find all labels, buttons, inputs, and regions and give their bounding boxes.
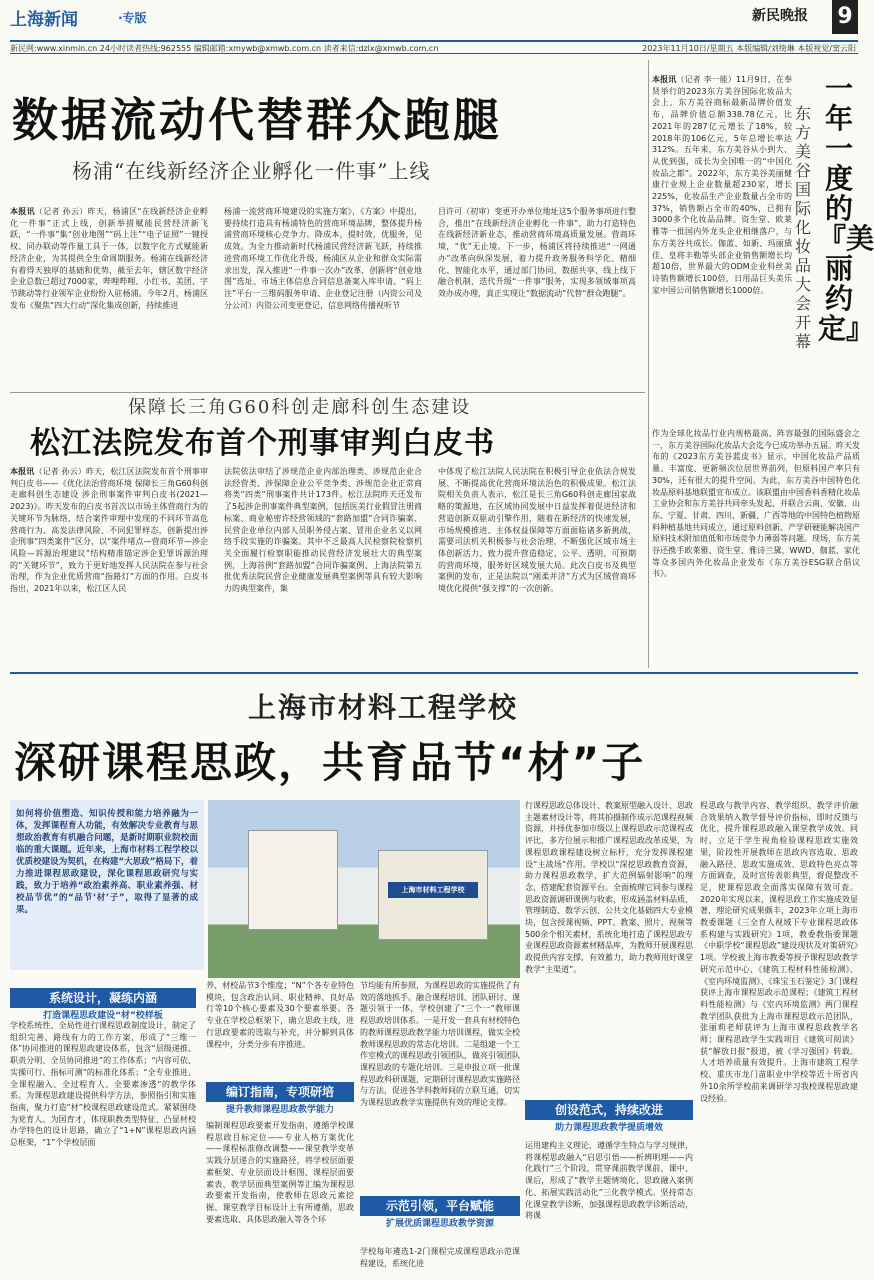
article2-col2: 法院依法审结了涉规范企业内部治理类、涉规范企业合法经营类、涉保障企业公平竞争类、涉规范企业正常商将类“四类”刑事案件共计173件。松江法院昨天还发布了5起涉企刑事案件典型案例，包括医美行业假冒注册商标案、商业秘密许经营领域的“套路加盟”合同诈骗案、民营企业单位内部人员职务侵占案、冒用企业名义以网络手段实施的诈骗案。其中不乏最高人民检察院检察机关全面履行检察职能推动民营经济发展壮大的典型案例，上海首例“套路加盟”合同诈骗案例、上海法院第五批优秀法院民营企业健康发展典型案例等具有较大影响力的典型案件，集 <box>224 467 422 594</box>
section2-title: 编订指南，专项研培 <box>206 1082 354 1102</box>
date-editor-info: 2023年11月10日/星期五 本版编辑/刘绮琳 本版视觉/窦云阳 <box>642 44 856 53</box>
sidebar-lead: 本报讯 <box>652 75 677 84</box>
section3-title: 示范引领，平台赋能 <box>360 1196 520 1216</box>
article3-headline: 深研课程思政，共育品节“材”子 <box>14 738 646 787</box>
article2-kicker: 保障长三角G60科创走廊科创生态建设 <box>128 397 472 418</box>
article2-headline: 松江法院发布首个刑事审判白皮书 <box>30 426 495 461</box>
column-divider <box>648 60 649 668</box>
school-sign-text: 上海市材料工程学校 <box>401 886 465 894</box>
sidebar-subhead: 东方美谷国际化妆品大会开幕 <box>794 104 811 351</box>
section-divider <box>10 672 858 674</box>
section4-header <box>525 1100 693 1133</box>
school-photo <box>208 800 520 978</box>
page-number: 9 <box>832 0 858 34</box>
section1-subtitle: 打造课程思政建设“材”校样板 <box>43 1011 163 1021</box>
article1-col3: 目许可（初审）变更开办单位地址这5个服务事项进行整合，推出“在线新经济企业孵化一件事”，助力打造特色在线新经济新业态，推动营商环境高质量发展。营商环境，“优”无止境。下一步，杨浦区将持续推进“一网通办”改革向纵深发展，着力提升政务服务科学化、精细化、智能化水平，通过部门协同、数据共享、线上线下融合机制，迭代升级“一件事”服务，实现多领域事项高效办成办理，真正实现让“数据流动”代替“群众跑腿”。 <box>438 207 636 298</box>
article1-col1 <box>10 206 208 386</box>
newspaper-name: 新民晚报 <box>752 8 808 24</box>
section2-text-top: 养、材校品节3个维度；“N”个各专业特色模块，包含政治认同、职业精神、良好品行等10个核心要素及30个要素举要。各专业在学校总框架下，确立思政主线，进行思政要素的选取与补充，并分解到具体课程中，分类分步有序推进。 <box>206 981 354 1049</box>
section1-text: 学校系统性、全局性进行课程思政制度设计，制定了组织完善、路线有力的工作方案，形成了“三维一体”协同推进的课程思政建设体系，包含“层级递推、职责分明、全员协同推进”的工作体系；“内容可依、实操可行、指标可测”的标准化体系；“全专业推进、全课程融入、全过程育人、全要素渗透”的教学体系。为课程思政建设提供科学方法，参照指引和实施指南，聚力打造“材”校课程思政建设范式。紧紧围绕为党育人、为国育才，体现职教类型特征、凸显材校办学特色的设计思路，确立了“1+N”课程思政内涵总框架，“1”个学校层面 <box>10 1021 196 1148</box>
section4-title: 创设范式，持续改进 <box>525 1100 693 1120</box>
section5-text: 程思政与教学内容、教学组织、教学评价融合效果纳入教学督导评价指标，即时反馈与优化，提升课程思政融入课堂教学成效。同时，立足于学生视角检验课程思政实施效果，阶段性开展教师在思政内容选取、思政融入路径、思政实施成效、思政特色亮点等方面调查，及时宣传表彰典型，督促整改不足，使课程思政全面落实保障有效可查。2020年实现以来，课程思政工作实施成效显著，理论研究成果颇丰，2023年立项上海市教委课题《三全育人视域下专业课程思政体系构建与实践研究》1项，教委教指委课题《中职学校“课程思政”建设现状及对策研究》1项。学校被上海市教委等授予课程思政教学研究示范中心、《建筑工程材料性能检测》、《室内环境监测》、《珠宝玉石鉴定》3门课程获评上海市课程思政示范课程；《建筑工程材料性能检测》与《室内环境监测》两门课程教学团队获批为上海市课程思政示范团队，张丽莉老师获评为上海市课程思政教学名师；课程思政学生实践项目《建筑可阅读》获“解放日报”报道，被《学习强国》转载。人才培养质量有效提升。上海市建筑工程学校、重庆市龙门苗职业中学校等近十所省内外10余所学校前来调研学习我校课程思政建设经验。 <box>700 801 858 1103</box>
article1-col2: 杨浦一流营商环境建设的实施方案》，《方案》中提出，要持续打造具有杨浦特色的营商环境品牌，整体提升杨浦营商环境核心竞争力。降成本，提时效，优服务，见成效。为全力推动新时代杨浦民营经济新飞跃，持续推进营商环境工作优化升级，杨浦区从企业和群众实际需求出发，深入推进“一件事一次办”改革，创新将“创业地图”选址、市场主体信息合同信息备案入库申请、“码上注”平台一三维码服务申请、企业登记注册（内资公司及分公司）内资公司变更登记，信息网络传播视听节 <box>224 207 422 310</box>
section4-text2: 运用建构主义理论，遵循学生特点与学习规律，将课程思政融入“启思引悟——析辨明理——内化践行”三个阶段，贯穿课前教学课前、课中、课后，形成了“教学主题情境化、思政融入案例化、拓展实践活动化”三化教学模式。坚持常态化课堂教学诊断，加强课程思政教学诊断活动，将课 <box>525 1141 693 1221</box>
info-bar <box>10 40 858 54</box>
article1-text1: （记者 孙云）昨天，杨浦区“在线新经济企业孵化一件事”正式上线，创新举措赋能民营经济新飞跃，“一件事”集“创业地图”“码上注”“电子证照”一键授权、同办联动等作量工具于一体，以数字化方式赋能新经济企业，为其提供全生命周期服务。杨浦在线新经济有着得天独厚的基础和优势，截至去年，辖区数字经济企业总数已超过7000家，哔哩哔哩、小红书、美团、字节跳动等行业领军企业纷纷入驻杨浦。今年2月，杨浦区发布《聚焦“四大行动”深化集成创新，持续推进 <box>10 207 209 310</box>
article3-intro: 如何将价值塑造、知识传授和能力培养融为一体，发挥课程育人功能，有效解决专业教育与思想政治教育有机融合问题，是新时期职业院校面临的重大课题。近年来，上海市材料工程学校以优质校建设为契机，在构建“大思政”格局下，着力推进课程思政建设，深化课程思政研究与实践，致力于培养“政治素养高、职业素养强、材校品节优”的“品节‘材’子”，取得了显著的成果。 <box>10 800 204 970</box>
sidebar-headline: 一年一度的『美丽约定』 <box>818 72 874 345</box>
section2-subtitle: 提升教师课程思政教学能力 <box>225 1105 334 1115</box>
section3-header <box>360 1196 520 1229</box>
article1-lead: 本报讯 <box>10 207 35 216</box>
article2-text1: （记者 孙云）昨天，松江区法院发布首个刑事审判白皮书——《优化法治营商环境 保障长三角G60科创走廊科创生态建设 涉企刑事案件审判白皮书(2021—2023)》。昨天发布的白皮书首次以市场主体营商行为的关键环节为脉络，结合案件审理中发现的不同环节高危营商行为、高发法律风险、不同犯罪样态，创新提出涉企刑事“四类案件”区分，以“案件堵点—营商环节—涉企风险—诉源治理建议”结构精准锚定涉企犯罪诉源治理的“关键环节”，致力于更好地发挥人民法院在参与社会治理，作为企业优质营商“指路灯”方面的作用。白皮书指出，2021年以来，松江区人民 <box>10 467 208 594</box>
section-title: 上海新闻 <box>10 10 78 30</box>
section3-text: 节均能有所参照，为课程思政的实施提供了有效的落地抓手。融合课程培训、团队研讨、课题引领于一体，学校创建了“三个一”教师课程思政培训体系。一是开发一套具有材校特色的教师课程思政教学能力培训课程，做实全校教师课程思政的常态化培训。二是组建一个工作室模式的课程思政引领团队，做亮引领团队课程思政的专题化培训。三是申报立项一批课程思政科研课题，定期研讨课程思政实施路径与方法，促进各学科教师间的立联互通，切实为课程思政教学实施提供有效的理论支撑。 <box>360 981 520 1108</box>
article1-subhead: 杨浦“在线新经济企业孵化一件事”上线 <box>72 159 431 183</box>
article2-lead: 本报讯 <box>10 467 35 476</box>
section1-title: 系统设计，凝练内涵 <box>10 988 196 1008</box>
contact-info: 新民网:www.xinmin.cn 24小时读者热线:962555 编辑邮箱:xmywb@xmwb.com.cn 读者来信:dzlx@xmwb.com.cn <box>10 44 439 53</box>
section2-header <box>206 1082 354 1115</box>
article2-col3: 中体现了松江法院人民法院在积极引导企业依法合规发展、不断提高优化营商环境法治色的积极成果。松江法院相关负责人表示，松江是长三角G60科创走廊国家战略的策源地，在区域协同发展中日益发挥着促进经济和营造创新双驱动引擎作用，随着在新经济的快速发展，市场规模推进、主体权益保障等方面面临诸多新挑战，需要司法机关积极参与社会治理，不断强化区域市场主体创新活力、致力提升营造稳定、公平、透明、可预期的营商环境，服务好区域发展大局。此次白皮书及典型案例的发布，正是法院以“刚柔并济”方式为区域营商环境优化提供“强支撑”的一次创新。 <box>438 467 636 594</box>
building-image <box>248 830 338 930</box>
article3-kicker: 上海市材料工程学校 <box>248 691 519 724</box>
article1-headline: 数据流动代替群众跑腿 <box>12 93 502 147</box>
school-sign <box>388 882 478 898</box>
section4-text: 行课程思政总体设计、教案原型融入设计、思政主题素材设计等，将其拍摄制作成示范课程视频资源，并择优参加市级以上课程思政示范课程或评比，多方位展示和推广课程思政改革成果，为课程思政课程建设树立标杆，充分发挥课程建设“主战场”作用。学校以“深挖思政教育资源，助力课程思政教学，扩大范例辐射影响”的理念，搭建配套资源平台。全面梳理它同参与课程思政资源调研课例与收索，形成涵盖材料品质、管理制造、数学云创、公共文化基础四大专业模块，包含授课视频、PPT、教案、照片、视频等500余个相关素材，系统化地打造了课程思政专业课程思政资源素材精品库，为教师开展课程思政提供内容支撑，有效蓄力，助力教师用好课堂教学“主渠道”。 <box>525 801 693 974</box>
section4-subtitle: 助力课程思政教学提质增效 <box>554 1123 663 1133</box>
sidebar-col2: 作为全球化妆品行业内规格最高、阵容最强的国际盛会之一，东方美谷国际化妆品大会迄今已成功举办五届。昨天发布的《2023东方美谷蓝皮书》显示，中国化妆品产品质量、丰富度、更新频次位居世界前列，但原料国产率只有30%，还有很大的提升空间。为此，东方美谷中国特色化妆品原料基地联盟宣布成立。该联盟由中国香料香精化妆品工业协会和东方美谷共同牵头发起，并联合云南、安徽、山东、宁夏、甘肃、四川、新疆、广西等地的中国特色植物原料种植基地共同成立，通过原料创新、产学研硬能解决国产原料技术附加值低和市场竞争力薄弱等问题。现场，东方美谷还携手欧莱雅、资生堂、雅诗兰黛、WWD、伽蓝、家化等众多国内外化妆品企业发布《东方美谷ESG联合倡议书》。 <box>652 429 860 579</box>
section3-text2: 学校每年遴选1-2门课程完成课程思政示范课程建设，系统化进 <box>360 1247 520 1268</box>
section-subtitle: ·专版 <box>118 11 147 25</box>
article2-col1 <box>10 466 208 668</box>
section1-header <box>10 988 196 1021</box>
sidebar-col1 <box>652 74 792 424</box>
sidebar-text1: （记者 李一能）11月9日，在奉贤举行的2023东方美谷国际化妆品大会上，东方美谷商标最新品牌价值发布，品牌价值总额338.78亿元，比2021年的287亿元增长了18%，较2018年的106亿元，5年总增长率达312%。五年来，东方美谷从小到大、从优到强，成长为全国唯一的“中国化妆品之都”。2022年，东方美谷美丽健康行业规上企业数量超230家，增长225%，化妆品生产企业数量占全市的37%，销售额占全市的40%，已拥有3000多个化妆品品牌。资生堂、欧莱雅等一批国内外龙头企业相继落户，与东方美谷共成长。伽蓝、如新、玛丽黛佳、皇将丰勒等头部企业销售额增长均超10倍，世界最大的ODM企业科丝美诗销售额增长100倍，日用品巨头美乐家中国公司销售额增长1000倍。 <box>652 75 793 295</box>
section3-subtitle: 扩展优质课程思政教学资源 <box>385 1219 494 1229</box>
section2-text: 编制课程思政要素开发指南，遵循学校课程思政目标定位——专业人格方案优化——课程标准修改调整——课堂教学变革实践分层递合的实施路径，将学校层面要素框架、专业层面设计框图、课程层面要素表、教学层面典型案例等汇编为课程思政要素开发指南，使教师在思政元素挖掘、课堂教学目标设计上有所遵循，思政要素选取、具体思政融入等各个环 <box>206 1121 354 1224</box>
